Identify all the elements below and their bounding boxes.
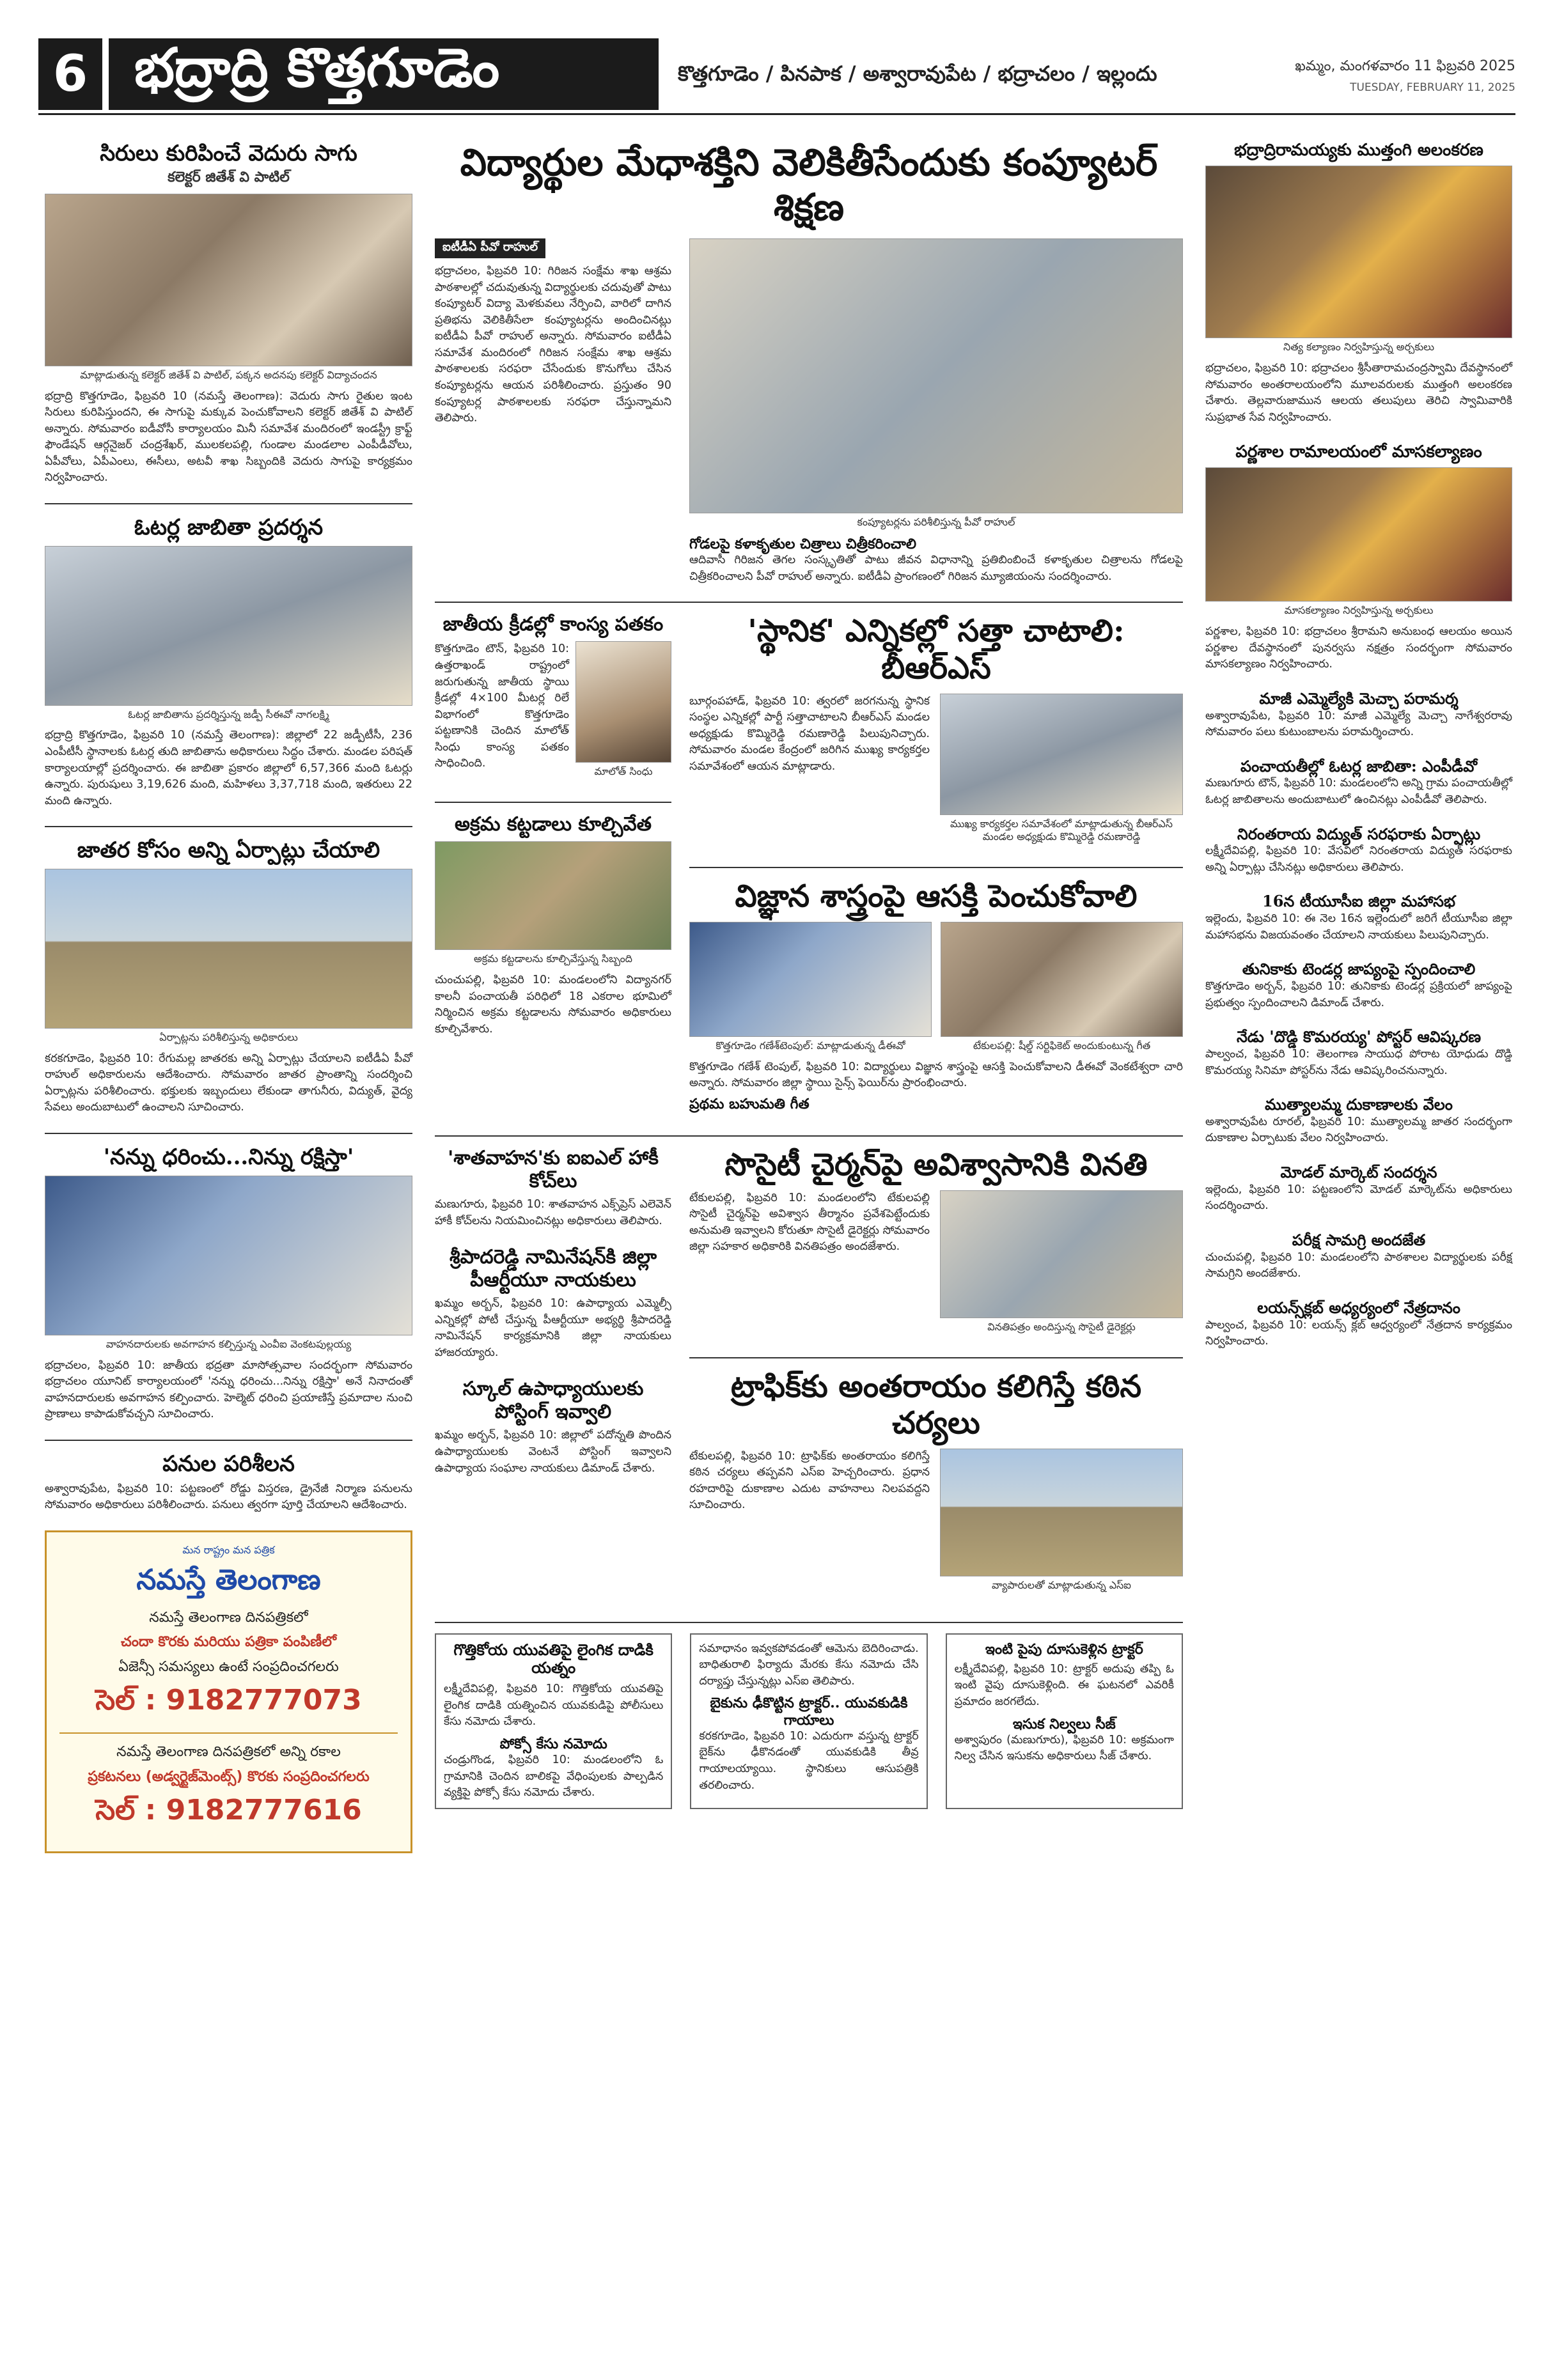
article-body: అశ్వాపురం (మణుగూరు), ఫిబ్రవరి 10: అక్రమంగా నిల్వ చేసిన ఇసుకను అధికారులు సీజ్ చేశారు.: [954, 1733, 1174, 1763]
article-body: పాల్వంచ, ఫిబ్రవరి 10: తెలంగాణ సాయుధ పోరాట యోధుడు దొడ్డి కొమరయ్య సినిమా పోస్టర్‌ను నేడు ఆవిష్కరించనున్నారు.: [1205, 1048, 1512, 1077]
headline: గొత్తికోయ యువతిపై లైంగిక దాడికి యత్నం: [453, 1640, 653, 1677]
page-title: భద్రాద్రి కొత్తగూడెం: [109, 38, 659, 110]
headline: పనుల పరిశీలన: [162, 1451, 295, 1477]
subheadline: ప్రథమ బహుమతి గీత: [689, 1095, 810, 1112]
photo-computers: [689, 238, 1183, 513]
caption: ఓటర్ల జాబితాను ప్రదర్శిస్తున్న జడ్పీ సీఈవో నాగలక్ష్మి: [128, 708, 329, 720]
caption: మాసకల్యాణం నిర్వహిస్తున్న అర్చకులు: [1284, 604, 1434, 617]
subscription-ad: [45, 1530, 412, 1853]
headline: జాతర కోసం అన్ని ఏర్పాట్లు చేయాలి: [77, 837, 380, 864]
article-postings: [435, 1378, 671, 1477]
caption: మాలోత్ సింధు: [594, 765, 653, 778]
headline: 'నన్ను ధరించు...నిన్ను రక్షిస్తా': [103, 1144, 354, 1170]
article-brief: [1205, 758, 1512, 809]
caption: కంప్యూటర్లను పరిశీలిస్తున్న పీవో రాహుల్: [857, 516, 1015, 529]
masthead: [38, 38, 1515, 115]
divider: [435, 1135, 1183, 1137]
article-body: పాల్వంచ, ఫిబ్రవరి 10: లయన్స్ క్లబ్ ఆధ్వర్యంలో నేత్రదాన కార్యక్రమం నిర్వహించారు.: [1205, 1318, 1512, 1348]
article-body: ఆదివాసీ గిరిజన తెగల సంస్కృతితో పాటు జీవన విధానాన్ని ప్రతిబింబించే కళాకృతుల చిత్రాలను గోడలపై చిత్రీకరించాలని పీవో రాహుల్ అన్నారు. ఐటీడీఏ ప్రాంగణంలో గిరిజన మ్యూజియంను సందర్శించారు.: [689, 554, 1183, 583]
row-society-traffic: [435, 1147, 1183, 1615]
article-body: అశ్వారావుపేట, ఫిబ్రవరి 10: పట్టణంలో రోడ్డు విస్తరణ, డ్రైనేజీ నిర్మాణ పనులను సోమవారం అధికారులు పరిశీలించారు. పనులు త్వరగా పూర్తి చేయాలని ఆదేశించారు.: [45, 1482, 412, 1512]
article-body: బూర్గంపహాడ్, ఫిబ్రవరి 10: త్వరలో జరగనున్న స్థానిక సంస్థల ఎన్నికల్లో పార్టీ సత్తాచాటాలని బీఆర్ఎస్ మండల అధ్యక్షుడు కొమ్మిరెడ్డి రమణారెడ్డి పిలుపునిచ్చారు. సోమవారం మండల కేంద్రంలో జరిగిన ముఖ్య కార్యకర్తల సమావేశంలో ఆయన మాట్లాడారు.: [689, 694, 930, 773]
article-body: అశ్వారావుపేట, ఫిబ్రవరి 10: మాజీ ఎమ్మెల్యే మెచ్చా నాగేశ్వరరావు సోమవారం పలు కుటుంబాలను పరామర్శించారు.: [1205, 709, 1512, 739]
photo-athlete: [575, 641, 671, 763]
subheadline: గోడలపై కళాకృతుల చిత్రాలు చిత్రీకరించాలి: [689, 535, 917, 552]
photo-traffic: [940, 1449, 1183, 1576]
article-body: కొత్తగూడెం గణేశ్ టెంపుల్, ఫిబ్రవరి 10: విద్యార్థులు విజ్ఞాన శాస్త్రంపై ఆసక్తి పెంచుకోవాలని డీఈవో వెంకటేశ్వరా చారి అన్నారు. సోమవారం జిల్లా స్థాయి సైన్స్ ఫెయిర్‌ను ప్రారంభించారు.: [689, 1060, 1183, 1090]
article-brief: [1205, 960, 1512, 1011]
divider: [45, 1133, 412, 1134]
article-body: లక్ష్మీదేవిపల్లి, ఫిబ్రవరి 10: వేసవిలో నిరంతరాయ విద్యుత్ సరఫరాకు అన్ని ఏర్పాట్లు చేసినట్లు అధికారులు తెలిపారు.: [1205, 844, 1512, 874]
headline: భద్రాద్రిరామయ్యకు ముత్తంగి అలంకరణ: [1234, 141, 1483, 160]
article-brief: [1205, 1028, 1512, 1079]
headline: అక్రమ కట్టడాలు కూల్చివేత: [455, 813, 652, 836]
article-science: [689, 878, 1183, 1112]
article-body: భద్రాచలం, ఫిబ్రవరి 10: గిరిజన సంక్షేమ శాఖ ఆశ్రమ పాఠశాలల్లో చదువుతున్న విద్యార్థులకు చదువుతో పాటు కంప్యూటర్ విద్యా మెళకువలు నేర్పించి, వారిలో దాగిన ప్రతిభను వెలికితీసేలా కంప్యూటర్లను అందించినట్లు ఐటీడీఏ పీవో రాహుల్ అన్నారు. సోమవారం ఐటీడీఏ సమావేశ మందిరంలో గిరిజన సంక్షేమ శాఖ ఆశ్రమ పాఠశాలలకు సరఫరా చేసేందుకు కొనుగోలు చేసిన కంప్యూటర్లను ఆయన పరిశీలించారు. ప్రస్తుతం 90 కంప్యూటర్ల పాఠశాలలకు సరఫరా చేస్తున్నామని తెలిపారు.: [435, 265, 671, 425]
caption: వాహనదారులకు అవగాహన కల్పిస్తున్న ఎంవీఐ వెంకటపుల్లయ్య: [106, 1337, 352, 1350]
article-body: అశ్వారావుపేట రూరల్, ఫిబ్రవరి 10: ముత్యాలమ్మ జాతర సందర్భంగా దుకాణాల ఏర్పాటుకు వేలం నిర్వహించారు.: [1205, 1115, 1512, 1145]
headline: సొసైటీ చైర్మన్‌పై అవిశ్వాసానికి వినతి: [724, 1147, 1148, 1183]
middle-column: [435, 141, 1183, 1822]
row-sports-brs: [435, 613, 1183, 1129]
caption: టేకులపల్లి: షీల్డ్ సర్టిఫికెట్ అందుకుంటున్న గీత: [973, 1039, 1151, 1052]
photo-petition: [940, 1190, 1183, 1318]
photo-jatara: [45, 869, 412, 1029]
divider: [689, 867, 1183, 868]
divider: [689, 1357, 1183, 1358]
article-body: కరకగూడెం, ఫిబ్రవరి 10: ఎదురుగా వస్తున్న ట్రాక్టర్ బైక్‌ను ఢీకొనడంతో యువకుడికి తీవ్ర గాయాలయ్యాయి. స్థానికులు ఆసుపత్రికి తరలించారు.: [699, 1729, 919, 1792]
article-sports-medal: [435, 613, 671, 785]
article-brief: [1205, 1231, 1512, 1282]
article-body: చండ్రుగొండ, ఫిబ్రవరి 10: మండలంలోని ఓ గ్రామానికి చెందిన బాలికపై వేధింపులకు పాల్పడిన వ్యక్తిపై పోక్సో కేసు నమోదు చేశారు.: [444, 1754, 664, 1800]
subheadline: ఇసుక నిల్వలు సీజ్: [1012, 1715, 1116, 1732]
area-list: కొత్తగూడెం / పినపాక / అశ్వారావుపేట / భద్రాచలం / ఇల్లందు: [678, 61, 1157, 86]
headline: ఓటర్ల జాబితా ప్రదర్శన: [134, 514, 324, 540]
divider: [45, 826, 412, 827]
headline: పంచాయతీల్లో ఓటర్ల జాబితా: ఎంపీడీవో: [1240, 756, 1477, 775]
article-shatavahana: [435, 1147, 671, 1229]
article-body: చుంచుపల్లి, ఫిబ్రవరి 10: మండలంలోని విద్యానగర్ కాలనీ పంచాయతీ పరిధిలో 18 ఎకరాల భూమిలో నిర్మించిన అక్రమ కట్టడాలను సోమవారం అధికారులు కూల్చివేశారు.: [435, 974, 671, 1036]
article-jatara: [45, 837, 412, 1116]
subheadline: కలెక్టర్ జితేశ్ వి పాటిల్: [168, 169, 290, 185]
left-column: [45, 141, 412, 1853]
headline: స్కూల్ ఉపాధ్యాయులకు పోస్టింగ్ ఇవ్వాలి: [462, 1378, 644, 1424]
article-bamboo: [45, 141, 412, 486]
headline: సిరులు కురిపించే వెదురు సాగు: [100, 141, 357, 166]
article-body: కరకగూడెం, ఫిబ్రవరి 10: రేగుమల్ల జాతరకు అన్ని ఏర్పాట్లు చేయాలని ఐటీడీఏ పీవో రాహుల్ అధికారులను ఆదేశించారు. సోమవారం జాతర ప్రాంతాన్ని సందర్శించి ఏర్పాట్లను పరిశీలించారు. భక్తులకు ఇబ్బందులు లేకుండా తాగునీరు, విద్యుత్, వైద్య సేవలు అందుబాటులో ఉంచాలని సూచించారు.: [45, 1052, 412, 1114]
article-helmet: [45, 1144, 412, 1423]
lead-headline: విద్యార్థుల మేధాశక్తిని వెలికితీసేందుకు కంప్యూటర్ శిక్షణ: [460, 141, 1158, 229]
article-brief: [1205, 690, 1512, 741]
divider: [45, 503, 412, 504]
article-demolition: [435, 813, 671, 1038]
photo-temple-deity: [1205, 166, 1512, 338]
article-body: మణుగూరు టౌన్, ఫిబ్రవరి 10: మండలంలోని అన్ని గ్రామ పంచాయతీల్లో ఓటర్ల జాబితాలను అందుబాటులో ఉంచినట్లు ఎంపీడీవో తెలిపారు.: [1205, 777, 1512, 807]
photo-kalyanam: [1205, 467, 1512, 602]
brief-box: [435, 1633, 672, 1809]
article-body: కొత్తగూడెం అర్బన్, ఫిబ్రవరి 10: తునికాకు టెండర్ల ప్రక్రియలో జాప్యంపై ప్రభుత్వం స్పందించాలని డిమాండ్ చేశారు.: [1205, 980, 1512, 1009]
caption: మాట్లాడుతున్న కలెక్టర్ జితేశ్ వి పాటిల్, పక్కన అదనపు కలెక్టర్ విద్యాచందన: [80, 368, 377, 381]
article-works: [45, 1451, 412, 1514]
ad-line: ఏజెన్సీ సమస్యలు ఉంటే సంప్రదించగలరు: [118, 1659, 339, 1676]
article-body: చుంచుపల్లి, ఫిబ్రవరి 10: మండలంలోని పాఠశాలల విద్యార్థులకు పరీక్ష సామగ్రిని అందజేశారు.: [1205, 1250, 1512, 1280]
divider: [45, 1440, 412, 1441]
headline: లయన్స్‌క్లబ్ అధ్యర్యంలో నేత్రదానం: [1257, 1298, 1460, 1317]
headline: 'శాతవాహన'కు ఐఐఎల్ హాకీ కోచ్‌లు: [448, 1147, 659, 1193]
caption: వినతిపత్రం అందిస్తున్న సొసైటీ డైరెక్టర్లు: [987, 1320, 1136, 1333]
headline: ముత్యాలమ్మ దుకాణాలకు వేలం: [1265, 1095, 1453, 1114]
article-body: ఇల్లెందు, ఫిబ్రవరి 10: పట్టణంలోని మోడల్ మార్కెట్‌ను అధికారులు సందర్శించారు.: [1205, 1183, 1512, 1213]
article-body: పర్ణశాల, ఫిబ్రవరి 10: భద్రాచలం శ్రీరామని అనుబంధ ఆలయం అయిన పర్ణశాల దేవస్థానంలో పునర్వసు నక్షత్రం సందర్భంగా సోమవారం మాసకల్యాణం నిర్వహించారు.: [1205, 625, 1512, 671]
photo-meeting: [45, 194, 412, 366]
divider: [435, 802, 671, 803]
headline: మాజీ ఎమ్మెల్యేకి మెచ్చా పరామర్శ: [1259, 688, 1459, 708]
article-brief: [1205, 825, 1512, 876]
row-crime-briefs: [435, 1633, 1183, 1822]
article-body: సమాధానం ఇవ్వకపోవడంతో ఆమెను బెదిరించాడు. బాధితురాలి ఫిర్యాదు మేరకు కేసు నమోదు చేసి దర్యాప్తు చేస్తున్నట్లు ఎస్ఐ తెలిపారు.: [699, 1642, 919, 1688]
divider: [435, 602, 1183, 603]
caption: ఏర్పాట్లను పరిశీలిస్తున్న అధికారులు: [159, 1031, 298, 1043]
headline: పర్ణశాల రామాలయంలో మాసకల్యాణం: [1235, 442, 1482, 462]
headline: పరీక్ష సామగ్రి అందజేత: [1292, 1230, 1426, 1249]
headline: ట్రాఫిక్‌కు అంతరాయం కలిగిస్తే కఠిన చర్యలు: [730, 1368, 1142, 1442]
photo-award: [941, 922, 1183, 1037]
article-brief: [1205, 892, 1512, 944]
article-body: భద్రాచలం, ఫిబ్రవరి 10: జాతీయ భద్రతా మాసోత్సవాల సందర్భంగా సోమవారం భద్రాచలం యూనిట్ కార్యాలయంలో 'నన్ను ధరించు...నిన్ను రక్షిస్తా' అనే నినాదంతో వాహనదారులకు అవగాహన కల్పించారు. హెల్మెట్ ధరించి ప్రయాణిస్తే ప్రమాదాల నుంచి ప్రాణాలు కాపాడుకోవచ్చని సూచించారు.: [45, 1358, 412, 1421]
date-english: TUESDAY, FEBRUARY 11, 2025: [1350, 81, 1515, 94]
article-body: ఖమ్మం అర్బన్, ఫిబ్రవరి 10: జిల్లాలో పదోన్నతి పొందిన ఉపాధ్యాయులకు వెంటనే పోస్టింగ్ ఇవ్వాలని ఉపాధ్యాయ సంఘాల నాయకులు డిమాండ్ చేశారు.: [435, 1429, 671, 1475]
article-brief: [1205, 1096, 1512, 1147]
ad-brand: నమస్తే తెలంగాణ: [136, 1563, 321, 1596]
photo-demolition: [435, 841, 671, 950]
headline: నేడు 'దొడ్డి కొమరయ్య' పోస్టర్ ఆవిష్కరణ: [1236, 1027, 1482, 1046]
caption: ముఖ్య కార్యకర్తల సమావేశంలో మాట్లాడుతున్న బీఆర్ఎస్ మండల అధ్యక్షుడు కొమ్మిరెడ్డి రమణారెడ్డి: [950, 817, 1173, 843]
article-body: లక్ష్మీదేవిపల్లి, ఫిబ్రవరి 10: ట్రాక్టర్ అదుపు తప్పి ఓ ఇంటి వైపు దూసుకెళ్లింది. ఈ ఘటనలో ఎవరికీ ప్రమాదం జరగలేదు.: [954, 1662, 1174, 1708]
caption: నిత్య కల్యాణం నిర్వహిస్తున్న అర్చకులు: [1283, 341, 1434, 354]
article-parnashala: [1205, 442, 1512, 673]
headline: జాతీయ క్రీడల్లో కాంస్య పతకం: [442, 613, 664, 636]
date-telugu: ఖమ్మం, మంగళవారం 11 ఫిబ్రవరి 2025: [1295, 58, 1515, 74]
ad-phone[interactable]: సెల్ : 9182777073: [95, 1684, 362, 1717]
article-prtu: [435, 1246, 671, 1361]
photo-awareness: [45, 1176, 412, 1335]
photo-science-fair: [689, 922, 932, 1037]
caption: అక్రమ కట్టడాలను కూల్చివేస్తున్న సిబ్బంది: [474, 953, 632, 965]
photo-voter-list: [45, 546, 412, 706]
article-body: భద్రాచలం, ఫిబ్రవరి 10: భద్రాచలం శ్రీసీతారామచంద్రస్వామి దేవస్థానంలో సోమవారం అంతరాలయంలోని మూలవరులకు ముత్తంగి అలంకరణ చేశారు. తెల్లవారుజామున ఆలయ తలుపులు తెరిచి స్వామివారికి సుప్రభాత సేవ నిర్వహించారు.: [1205, 361, 1512, 424]
ad-line: చందా కొరకు మరియు పత్రికా పంపిణీలో: [120, 1634, 337, 1651]
article-body: కొత్తగూడెం టౌన్, ఫిబ్రవరి 10: ఉత్తరాఖండ్ రాష్ట్రంలో జరుగుతున్న జాతీయ స్థాయి క్రీడల్లో 4×100 మీటర్ల రిలే విభాగంలో కొత్తగూడెం పట్టణానికి చెందిన మాలోత్ సింధు కాంస్య పతకం సాధించింది.: [435, 642, 569, 770]
headline: మోడల్ మార్కెట్ సందర్శన: [1280, 1163, 1437, 1182]
article-brs: [689, 613, 1183, 850]
headline: ఇంటి పైపు దూసుకెళ్లిన ట్రాక్టర్: [985, 1640, 1143, 1658]
article-body: టేకులపల్లి, ఫిబ్రవరి 10: మండలంలోని టేకులపల్లి సొసైటీ చైర్మన్‌పై అవిశ్వాస తీర్మానం ప్రవేశపెట్టేందుకు అనుమతి ఇవ్వాలని కోరుతూ సొసైటీ డైరెక్టర్లు సోమవారం జిల్లా సహకార అధికారికి వినతిపత్రం అందజేశారు.: [689, 1191, 930, 1254]
page-number: 6: [38, 38, 102, 110]
article-brief: [1205, 1163, 1512, 1215]
article-muthangi: [1205, 141, 1512, 426]
headline: విజ్ఞాన శాస్త్రంపై ఆసక్తి పెంచుకోవాలి: [735, 878, 1138, 915]
ad-line: నమస్తే తెలంగాణ దినపత్రికలో అన్ని రకాల: [116, 1744, 341, 1761]
article-body: టేకులపల్లి, ఫిబ్రవరి 10: ట్రాఫిక్‌కు అంతరాయం కలిగిస్తే కఠిన చర్యలు తప్పవని ఎస్ఐ హెచ్చరించారు. ప్రధాన రహదారిపై దుకాణాల ఎదుట వాహనాలు నిలపవద్దని సూచించారు.: [689, 1449, 930, 1512]
brief-box: [946, 1633, 1183, 1809]
article-society: [689, 1147, 1183, 1340]
dateline: [1157, 38, 1515, 113]
headline: 'స్థానిక' ఎన్నికల్లో సత్తా చాటాలి: బీఆర్ఎస్: [747, 613, 1125, 687]
subheadline: బైకును ఢీకొట్టిన ట్రాక్టర్.. యువకుడికి గాయాలు: [710, 1695, 908, 1729]
byline: ఐటీడీఏ పీవో రాహుల్: [435, 238, 545, 258]
subheadline: పోక్సో కేసు నమోదు: [499, 1735, 607, 1752]
caption: వ్యాపారులతో మాట్లాడుతున్న ఎస్ఐ: [992, 1578, 1131, 1591]
ad-tagline: మన రాష్ట్రం మన పత్రిక: [182, 1543, 275, 1556]
headline: 16న టీయూసీఐ జిల్లా మహాసభ: [1262, 892, 1455, 911]
brief-box: [690, 1633, 927, 1809]
headline: తునికాకు టెండర్ల జాప్యంపై స్పందించాలి: [1242, 960, 1476, 979]
article-voter-list: [45, 515, 412, 809]
headline: నిరంతరాయ విద్యుత్ సరఫరాకు ఏర్పాట్లు: [1237, 824, 1481, 843]
divider: [435, 1622, 1183, 1623]
ad-line: నమస్తే తెలంగాణ దినపత్రికలో: [149, 1609, 308, 1626]
article-body: భద్రాద్రి కొత్తగూడెం, ఫిబ్రవరి 10 (నమస్తే తెలంగాణ): జిల్లాలో 22 జడ్పీటీసీ, 236 ఎంపీటీసీ స్థానాలకు ఓటర్ల తుది జాబితాను అధికారులు సిద్ధం చేశారు. మండల పరిషత్ కార్యాలయాల్లో ప్రదర్శించారు. ఈ జాబితా ప్రకారం జిల్లాలో 6,57,366 మంది ఓటర్లు ఉన్నారు. పురుషులు 3,19,626 మంది, మహిళలు 3,37,718 మంది, ఇతరులు 22 మంది ఉన్నారు.: [45, 729, 412, 807]
article-body: ఖమ్మం అర్బన్, ఫిబ్రవరి 10: ఉపాధ్యాయ ఎమ్మెల్సీ ఎన్నికల్లో పోటీ చేస్తున్న పీఆర్టీయూ అభ్యర్థి శ్రీపాదరెడ్డి నామినేషన్ కార్యక్రమానికి జిల్లా నాయకులు హాజరయ్యారు.: [435, 1297, 671, 1359]
photo-brs-meeting: [940, 694, 1183, 815]
article-brief: [1205, 1299, 1512, 1350]
article-computer-training: [435, 141, 1183, 585]
ad-phone[interactable]: సెల్ : 9182777616: [95, 1793, 362, 1826]
article-body: ఇల్లెందు, ఫిబ్రవరి 10: ఈ నెల 16న ఇల్లెందులో జరిగే టీయూసీఐ జిల్లా మహాసభను విజయవంతం చేయాలని నాయకులు పిలుపునిచ్చారు.: [1205, 912, 1512, 942]
article-body: భద్రాద్రి కొత్తగూడెం, ఫిబ్రవరి 10 (నమస్తే తెలంగాణ): వెదురు సాగు రైతుల ఇంట సిరులు కురిపిస్తుందని, ఈ సాగుపై మక్కువ పెంచుకోవాలని కలెక్టర్ జితేశ్ వి పాటిల్ అన్నారు. సోమవారం ఐడీవోసీ కార్యాలయం మినీ సమావేశ మందిరంలో ఇండస్ట్రీ క్రాఫ్ట్ ఫౌండేషన్ ఆర్గనైజర్ చంద్రశేఖర్, ములకలపల్లి, గుండాల మండలాల ఎంపీడీవోలు, ఏపీవోలు, ఏపీఎంలు, ఈసీలు, అటవీ శాఖ సిబ్బందికి వెదురు సాగుపై కార్యక్రమం నిర్వహించారు.: [45, 389, 412, 485]
headline: శ్రీపాదరెడ్డి నామినేషన్‌కి జిల్లా పీఆర్టీయూ నాయకులు: [450, 1246, 657, 1292]
article-traffic: [689, 1369, 1183, 1599]
article-body: మణుగూరు, ఫిబ్రవరి 10: శాతవాహన ఎక్స్‌ప్రెస్ ఎలెవెన్ హాకీ కోచ్‌లను నియమించినట్లు అధికారులు తెలిపారు.: [435, 1198, 671, 1227]
caption: కొత్తగూడెం గణేశ్‌టెంపుల్: మాట్లాడుతున్న డీఈవో: [716, 1039, 905, 1052]
ad-line: ప్రకటనలు (అడ్వర్టైజ్‌మెంట్స్) కొరకు సంప్రదించగలరు: [88, 1768, 370, 1785]
article-body: లక్ష్మీదేవిపల్లి, ఫిబ్రవరి 10: గొత్తికోయ యువతిపై లైంగిక దాడికి యత్నించిన యువకుడిపై పోలీసులు కేసు నమోదు చేశారు.: [444, 1683, 664, 1729]
right-column: [1205, 141, 1512, 1367]
